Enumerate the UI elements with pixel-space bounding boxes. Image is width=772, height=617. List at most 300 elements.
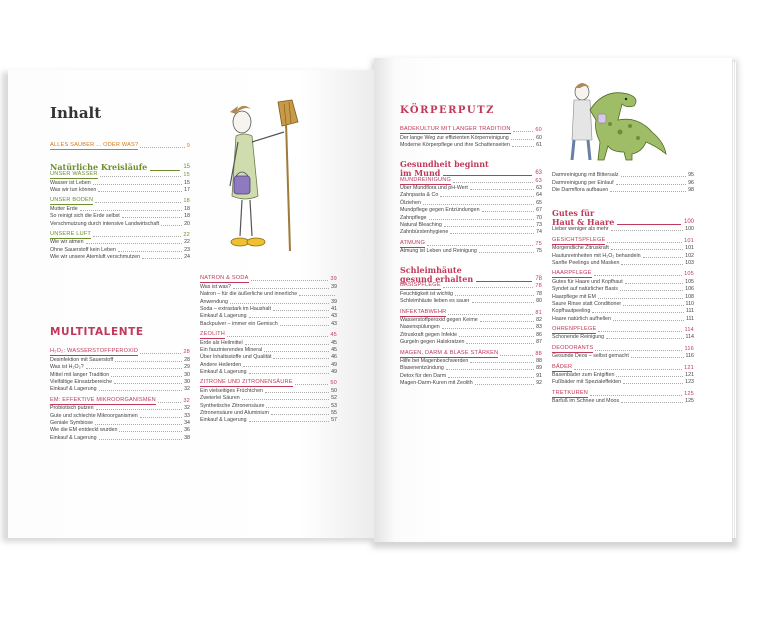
toc-entry xyxy=(200,306,337,313)
toc-entry-page: 32 xyxy=(184,386,190,393)
toc-entry xyxy=(50,427,190,434)
toc-entry-title: Zahnpasta & Co xyxy=(400,192,439,199)
leader-dots xyxy=(242,399,329,400)
leader-dots xyxy=(479,252,534,253)
right-column-2a xyxy=(552,172,694,194)
toc-entry-title: Ölziehen xyxy=(400,199,421,206)
leader-dots xyxy=(265,392,329,393)
toc-entry-page: 24 xyxy=(184,254,190,261)
toc-entry-page: 53 xyxy=(331,402,337,409)
toc-entry-title: Hautunreinheiten mit H₂O₂ behandeln xyxy=(552,252,641,259)
toc-chapter-page: 15 xyxy=(183,172,190,179)
toc-entry-page: 43 xyxy=(331,313,337,320)
leader-dots xyxy=(249,421,330,422)
leader-dots xyxy=(299,295,335,296)
toc-entry xyxy=(50,386,190,393)
toc-entry xyxy=(200,361,337,368)
toc-entry-title: Ein faszinierendes Mineral xyxy=(200,346,263,353)
toc-entry-page: 83 xyxy=(536,324,542,331)
toc-chapter-page: 22 xyxy=(183,232,190,239)
toc-entry-page: 73 xyxy=(536,221,542,228)
toc-chapter-title: UNSERE LUFT xyxy=(50,231,92,238)
toc-entry-title: Ein vielseitiges Früchtchen xyxy=(200,387,264,394)
toc-chapter xyxy=(400,309,542,316)
leader-dots xyxy=(513,131,534,132)
toc-chapter-title: ATMUNG xyxy=(400,239,426,246)
toc-entry-title: Darmreinigung mit Bittersalz xyxy=(552,172,619,179)
toc-entry-page: 41 xyxy=(331,305,337,312)
toc-section xyxy=(400,266,542,283)
toc-entry xyxy=(50,356,190,363)
leader-dots xyxy=(295,384,329,385)
toc-entry-title: Anwendung xyxy=(200,298,228,305)
toc-entry-page: 111 xyxy=(685,308,694,315)
toc-entry-page: 43 xyxy=(331,320,337,327)
toc-entry xyxy=(400,372,542,379)
toc-entry-title: Barfuß im Schnee und Moos xyxy=(552,398,620,405)
leader-dots xyxy=(140,417,182,418)
leader-dots xyxy=(613,320,684,321)
toc-chapter xyxy=(552,327,694,334)
toc-entry-page: 82 xyxy=(536,317,542,324)
leader-dots xyxy=(625,283,683,284)
leader-dots xyxy=(249,373,330,374)
leader-dots xyxy=(512,146,534,147)
toc-entry-title: Feuchtigkeit ist wichtig xyxy=(400,290,453,297)
toc-entry xyxy=(400,358,542,365)
toc-entry xyxy=(50,434,190,441)
leader-dots xyxy=(96,409,183,410)
toc-entry-page: 100 xyxy=(685,226,694,233)
toc-section-page: 78 xyxy=(535,275,542,282)
toc-chapter-title: ZEOLITH xyxy=(200,331,226,338)
toc-entry xyxy=(400,331,542,338)
toc-entry-page: 28 xyxy=(184,356,190,363)
toc-entry-page: 18 xyxy=(184,205,190,212)
toc-entry-page: 30 xyxy=(184,371,190,378)
toc-entry-title: Gurgeln gegen Halskratzen xyxy=(400,339,465,346)
toc-entry-page: 17 xyxy=(184,187,190,194)
leader-dots xyxy=(86,243,183,244)
toc-entry xyxy=(50,254,190,261)
toc-entry xyxy=(200,387,337,394)
toc-entry-page: 20 xyxy=(184,220,190,227)
toc-entry xyxy=(200,291,337,298)
toc-chapter-page: 18 xyxy=(183,198,190,205)
toc-entry-page: 29 xyxy=(184,364,190,371)
leader-dots xyxy=(93,184,182,185)
toc-chapter xyxy=(50,349,190,356)
leader-dots xyxy=(621,264,683,265)
toc-entry-page: 105 xyxy=(685,278,694,285)
leader-dots xyxy=(86,368,182,369)
leader-dots xyxy=(590,395,682,396)
toc-entry-title: So reinigt sich die Erde selbst xyxy=(50,213,120,220)
toc-entry-page: 39 xyxy=(331,283,337,290)
toc-entry-title: Vielfältige Einsatzbereiche xyxy=(50,378,113,385)
leader-dots xyxy=(616,184,687,185)
leader-dots xyxy=(119,431,182,432)
toc-entry-title: Über Mundflora und pH-Wert xyxy=(400,184,468,191)
toc-entry xyxy=(552,308,694,315)
toc-entry-page: 102 xyxy=(685,252,694,259)
toc-entry xyxy=(400,134,542,141)
toc-entry-title: Über Inhaltsstoffe und Qualität xyxy=(200,354,272,361)
toc-entry xyxy=(552,278,694,285)
leader-dots xyxy=(280,325,329,326)
toc-entry-title: Einkauf & Lagerung xyxy=(50,434,97,441)
toc-chapter xyxy=(552,345,694,352)
toc-chapter-title: H₂O₂: WASSERSTOFFPEROXID xyxy=(50,348,139,355)
leader-dots xyxy=(444,226,534,227)
toc-entry-page: 34 xyxy=(184,419,190,426)
toc-entry xyxy=(552,293,694,300)
section-rule xyxy=(476,281,532,282)
leader-dots xyxy=(511,139,534,140)
toc-entry xyxy=(552,353,694,360)
toc-entry-title: Einkauf & Lagerung xyxy=(200,313,247,320)
leader-dots xyxy=(142,258,182,259)
leader-dots xyxy=(423,204,534,205)
toc-chapter-title: EM: EFFEKTIVE MIKROORGANISMEN xyxy=(50,396,156,403)
toc-chapter-title: MUNDREINIGUNG xyxy=(400,176,452,183)
toc-entry-title: Mittel mit langer Tradition xyxy=(50,371,110,378)
toc-entry-title: Andere Heilerden xyxy=(200,361,242,368)
toc-entry xyxy=(552,286,694,293)
leader-dots xyxy=(595,350,682,351)
toc-entry-title: Atmung ist Leben und Reinigung xyxy=(400,248,477,255)
toc-entry-page: 33 xyxy=(184,412,190,419)
toc-chapter-page: 9 xyxy=(186,143,190,150)
toc-entry-title: Zweierlei Säuren xyxy=(200,395,240,402)
spacer xyxy=(400,149,542,157)
leader-dots xyxy=(111,376,182,377)
toc-entry-title: Morgendliche Zitruskraft xyxy=(552,245,609,252)
toc-entry xyxy=(50,239,190,246)
toc-entry-title: Schonende Reinigung xyxy=(552,334,605,341)
toc-entry-title: Was ist was? xyxy=(200,283,232,290)
toc-chapter-page: 50 xyxy=(330,380,337,387)
toc-entry-title: Syndet auf natürlicher Basis xyxy=(552,286,618,293)
toc-section-page: 63 xyxy=(535,169,542,176)
toc-chapter-page: 45 xyxy=(330,332,337,339)
leader-dots xyxy=(455,295,534,296)
leader-dots xyxy=(100,176,182,177)
toc-entry xyxy=(552,372,694,379)
toc-entry xyxy=(50,379,190,386)
toc-entry-title: Was ist H₂O₂? xyxy=(50,364,84,371)
toc-chapter-title: OHRENPFLEGE xyxy=(552,326,597,333)
toc-entry xyxy=(400,207,542,214)
toc-entry-page: 95 xyxy=(688,172,694,179)
toc-entry xyxy=(552,187,694,194)
toc-chapter xyxy=(400,177,542,184)
toc-chapter xyxy=(552,271,694,278)
toc-entry-page: 23 xyxy=(184,246,190,253)
leader-dots xyxy=(598,331,682,332)
toc-entry-page: 50 xyxy=(331,387,337,394)
leader-dots xyxy=(99,390,183,391)
toc-entry xyxy=(50,405,190,412)
leader-dots xyxy=(610,191,686,192)
toc-entry xyxy=(400,248,542,255)
toc-entry xyxy=(400,192,542,199)
toc-entry-page: 75 xyxy=(536,248,542,255)
leader-dots xyxy=(448,314,533,315)
leader-dots xyxy=(500,355,533,356)
toc-entry-title: Der lange Weg zur effizienten Körperreinigung xyxy=(400,134,509,141)
leader-dots xyxy=(621,402,683,403)
toc-entry-page: 63 xyxy=(536,184,542,191)
toc-chapter xyxy=(50,143,190,150)
toc-entry xyxy=(552,252,694,259)
leader-dots xyxy=(623,383,683,384)
leader-dots xyxy=(273,358,329,359)
toc-entry xyxy=(50,187,190,194)
toc-chapter-title: GESICHTSPFLEGE xyxy=(552,236,606,243)
toc-entry xyxy=(400,365,542,372)
toc-chapter-page: 116 xyxy=(684,345,694,352)
toc-entry-title: Gesunde Deos – selbst gemacht xyxy=(552,353,629,360)
toc-entry-title: Blasenentzündung xyxy=(400,365,444,372)
left-column-2 xyxy=(200,276,337,424)
toc-section-title-line1: Schleimhäute xyxy=(400,265,462,276)
toc-entry-title: Darmreinigung per Einlauf xyxy=(552,179,614,186)
toc-entry-title: Magen-Darm-Kuren mit Zeolith xyxy=(400,380,473,387)
leader-dots xyxy=(466,343,534,344)
leader-dots xyxy=(122,217,182,218)
toc-chapter-page: 32 xyxy=(183,397,190,404)
toc-entry-title: Geniale Symbiose xyxy=(50,419,93,426)
toc-entry-page: 38 xyxy=(184,434,190,441)
leader-dots xyxy=(95,424,182,425)
toc-chapter xyxy=(552,390,694,397)
section-title-koerperputz: KÖRPERPUTZ xyxy=(400,105,495,116)
toc-entry xyxy=(400,317,542,324)
toc-entry xyxy=(50,371,190,378)
toc-entry xyxy=(200,395,337,402)
toc-entry-title: Ohne Sauerstoff kein Leben xyxy=(50,246,116,253)
toc-entry xyxy=(200,410,337,417)
toc-entry-page: 114 xyxy=(685,334,694,341)
toc-entry xyxy=(50,220,190,227)
toc-entry xyxy=(200,347,337,354)
leader-dots xyxy=(446,369,534,370)
toc-entry-title: Haare natürlich aufhellen xyxy=(552,315,611,322)
leader-dots xyxy=(158,402,181,403)
toc-section-title-line2: im Mund xyxy=(400,167,441,178)
leader-dots xyxy=(623,305,683,306)
leader-dots xyxy=(472,302,535,303)
toc-entry xyxy=(400,380,542,387)
leader-dots xyxy=(251,280,329,281)
toc-section xyxy=(400,160,542,177)
toc-entry-title: Fußbäder mit Spezialeffekten xyxy=(552,379,622,386)
toc-entry-title: Wie die EM entdeckt wurden xyxy=(50,427,118,434)
toc-entry xyxy=(552,245,694,252)
toc-entry xyxy=(552,226,694,233)
leader-dots xyxy=(99,439,183,440)
toc-entry xyxy=(200,369,337,376)
toc-entry xyxy=(200,283,337,290)
leader-dots xyxy=(243,366,329,367)
leader-dots xyxy=(598,298,683,299)
toc-section-line2 xyxy=(552,218,694,227)
toc-chapter xyxy=(552,237,694,244)
toc-entry-page: 49 xyxy=(331,369,337,376)
toc-entry-title: Zahnpflege xyxy=(400,214,427,221)
toc-entry-page: 88 xyxy=(536,357,542,364)
leader-dots xyxy=(98,191,182,192)
toc-entry-title: Desinfektion mit Sauerstoff xyxy=(50,356,114,363)
toc-entry-title: Wasserstoffperoxid gegen Keime xyxy=(400,317,478,324)
leader-dots xyxy=(442,328,534,329)
toc-entry xyxy=(400,298,542,305)
toc-entry-page: 65 xyxy=(536,199,542,206)
toc-chapter-title: ZITRONE UND ZITRONENSÄURE xyxy=(200,379,293,386)
toc-entry xyxy=(400,222,542,229)
woman-with-dinosaur-illustration xyxy=(568,80,668,162)
toc-entry-page: 101 xyxy=(685,245,694,252)
toc-entry xyxy=(200,402,337,409)
toc-entry-page: 64 xyxy=(536,192,542,199)
toc-chapter xyxy=(400,283,542,290)
toc-entry xyxy=(400,142,542,149)
toc-chapter-title: HAARPFLEGE xyxy=(552,270,592,277)
leader-dots xyxy=(140,353,181,354)
toc-entry xyxy=(50,179,190,186)
leader-dots xyxy=(450,233,534,234)
right-column-2b xyxy=(552,206,694,405)
toc-entry-page: 80 xyxy=(536,298,542,305)
toc-entry xyxy=(400,199,542,206)
toc-entry xyxy=(552,315,694,322)
toc-entry xyxy=(400,185,542,192)
toc-entry-title: Die Darmflora aufbauen xyxy=(552,187,609,194)
toc-entry-page: 22 xyxy=(184,239,190,246)
toc-entry xyxy=(50,205,190,212)
toc-section-page: 15 xyxy=(183,164,190,171)
toc-entry xyxy=(400,214,542,221)
toc-entry-page: 67 xyxy=(536,207,542,214)
toc-entry-title: Saure Rinse statt Conditioner xyxy=(552,300,622,307)
toc-entry-page: 123 xyxy=(685,379,694,386)
toc-chapter-page: 121 xyxy=(684,364,694,371)
toc-chapter-page: 88 xyxy=(535,350,542,357)
section-rule xyxy=(617,224,681,225)
toc-chapter-title: BÄDER xyxy=(552,363,573,370)
toc-entry-page: 92 xyxy=(536,380,542,387)
toc-entry-title: Backpulver – immer ein Gemisch xyxy=(200,320,278,327)
toc-entry xyxy=(200,417,337,424)
toc-entry-page: 32 xyxy=(184,405,190,412)
toc-entry-page: 116 xyxy=(685,353,694,360)
toc-entry-title: Zitronensäure und Aluminium xyxy=(200,410,269,417)
toc-entry-page: 15 xyxy=(184,179,190,186)
leader-dots xyxy=(114,383,182,384)
toc-section-title-line2: Haut & Haare xyxy=(552,216,615,227)
toc-entry-page: 98 xyxy=(688,187,694,194)
left-column-1b xyxy=(50,349,190,442)
toc-entry-page: 46 xyxy=(331,354,337,361)
toc-entry-page: 108 xyxy=(685,293,694,300)
contents-title: Inhalt xyxy=(50,104,102,122)
toc-entry-title: Probiotisch putzen xyxy=(50,405,94,412)
leader-dots xyxy=(621,176,687,177)
toc-section-title: Natürliche Kreisläufe xyxy=(50,162,148,173)
toc-chapter-page: 60 xyxy=(535,127,542,134)
toc-chapter xyxy=(200,380,337,387)
toc-chapter xyxy=(200,332,337,339)
toc-chapter-title: DEODORANTS xyxy=(552,344,594,351)
leader-dots xyxy=(115,361,182,362)
toc-entry xyxy=(400,324,542,331)
toc-entry-page: 125 xyxy=(685,398,694,405)
toc-entry-title: Wie wir unsere Atemluft verschmutzen xyxy=(50,254,141,261)
toc-chapter-title: UNSER WASSER xyxy=(50,171,98,178)
toc-entry-page: 96 xyxy=(688,179,694,186)
toc-section-title-line1: Gesundheit beginnt xyxy=(400,159,489,170)
leader-dots xyxy=(459,336,534,337)
leader-dots xyxy=(429,219,535,220)
leader-dots xyxy=(480,321,534,322)
toc-entry-title: Einkauf & Lagerung xyxy=(200,369,247,376)
toc-chapter-page: 63 xyxy=(535,177,542,184)
toc-entry-page: 87 xyxy=(536,339,542,346)
toc-entry xyxy=(400,339,542,346)
toc-entry-title: Verschmutzung durch intensive Landwirtschaft xyxy=(50,220,160,227)
toc-entry xyxy=(200,339,337,346)
toc-entry-page: 121 xyxy=(685,372,694,379)
toc-chapter-title: NATRON & SODA xyxy=(200,275,249,282)
toc-entry xyxy=(200,320,337,327)
toc-entry-title: Sanfte Peelings und Masken xyxy=(552,259,620,266)
leader-dots xyxy=(427,245,533,246)
toc-entry-page: 91 xyxy=(536,372,542,379)
page-edges xyxy=(732,62,736,538)
section-title-multitalente: MULTITALENTE xyxy=(50,326,144,338)
toc-entry-page: 36 xyxy=(184,427,190,434)
toc-entry-title: Soda – extrastark im Haushalt xyxy=(200,305,271,312)
leader-dots xyxy=(611,249,683,250)
toc-entry-page: 45 xyxy=(331,339,337,346)
toc-entry xyxy=(552,179,694,186)
right-column-1 xyxy=(400,127,542,387)
toc-entry-page: 86 xyxy=(536,331,542,338)
toc-entry xyxy=(552,334,694,341)
toc-chapter-page: 101 xyxy=(684,237,694,244)
toc-entry-title: Mutter Erde xyxy=(50,205,78,212)
toc-chapter xyxy=(200,276,337,283)
toc-section-title-line2: gesund erhalten xyxy=(400,273,474,284)
toc-chapter-page: 81 xyxy=(535,309,542,316)
leader-dots xyxy=(482,211,535,212)
toc-entry-page: 39 xyxy=(331,298,337,305)
toc-entry xyxy=(552,301,694,308)
toc-entry-page: 106 xyxy=(685,286,694,293)
toc-entry xyxy=(50,412,190,419)
toc-chapter-page: 105 xyxy=(684,271,694,278)
toc-chapter xyxy=(50,172,190,179)
toc-chapter-page: 125 xyxy=(684,390,694,397)
toc-entry-title: Kopfhautpeeling xyxy=(552,308,591,315)
toc-entry xyxy=(50,364,190,371)
toc-entry-title: Haarpflege mit EM xyxy=(552,293,596,300)
section-rule xyxy=(443,175,532,176)
toc-entry-title: Basenbäder zum Entgiften xyxy=(552,372,615,379)
leader-dots xyxy=(448,377,534,378)
toc-chapter-page: 28 xyxy=(183,349,190,356)
